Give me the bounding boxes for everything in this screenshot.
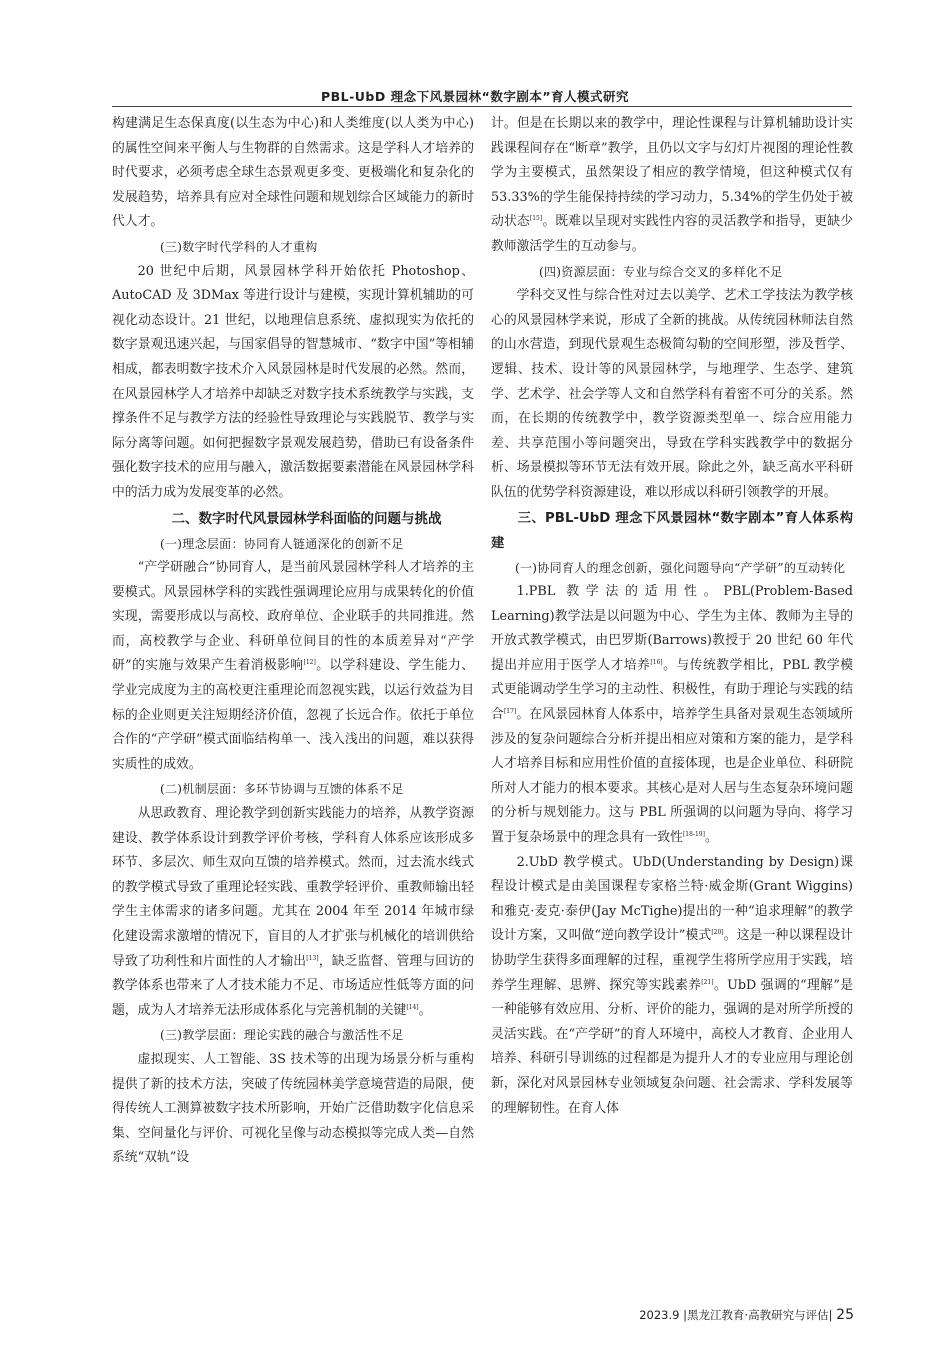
page-footer [560, 1307, 854, 1323]
paragraph: 构建满足生态保真度(以生态为中心)和人类维度(以人类为中心)的属性空间来平衡人与生物群的自然需求。这是学科人才培养的时代要求，必须考虑全球生态景观更多变、更极端化和复杂化的发展趋势，培养具有应对全球性问题和规划综合区域能力的新时代人才。 [112, 116, 474, 230]
right-column [491, 112, 853, 1121]
text: 。既难以呈现对实践性内容的灵活教学和指导，更缺少教师激活学生的互动参与。 [491, 214, 854, 254]
journal-name: |黑龙江教育·高教研究与评估| [683, 1308, 833, 1322]
text: 。在风景园林育人体系中，培养学生具备对景观生态领域所涉及的复杂问题综合分析并提出相应对策和方案的能力，是学科人才培养目标和应用性价值的直接体现，也是企业单位、科研院所对人才能力的根本要求。其核心是对人居与生态复杂环境问题的分析与规划能力。这与 PBL 所强调的以问题为导向、将学习置于复杂场景中的理念具有一致性 [491, 707, 854, 846]
text: 1.PBL 教学法的适用性。PBL(Problem-Based Learning)教学法是以问题为中心、学生为主体、教师为主导的开放式教学模式，由巴罗斯(Barrows)教授于 20 世纪 60 年代提出并应用于医学人才培养 [491, 584, 853, 673]
citation: [21] [701, 978, 714, 986]
text: 。 [704, 830, 718, 846]
paragraph: 20 世纪中后期，风景园林学科开始依托 Photoshop、AutoCAD 及 3DMax 等进行设计与建模，实现计算机辅助的可视化动态设计。21 世纪，以地理信息系统、虚拟现实为依托的数字景观迅速兴起，与国家倡导的智慧城市、“数字中国”等相辅相成，都表明数字技术介入风景园林是时代发展的必然。然而，在风景园林学人才培养中却缺乏对数字技术系统教学与实践，支撑条件不足与教学方法的经验性导致理论与实践脱节、教学与实际分离等问题。如何把握数字景观发展趋势，借助已有设备条件强化数字技术的应用与融入，激活数据要素潜能在风景园林学科中的活力成为发展变革的必然。 [112, 263, 474, 500]
header-rule [112, 106, 852, 107]
subsection-heading: (三)数字时代学科的人才重构 [160, 239, 318, 254]
paragraph [491, 580, 853, 851]
subsection-heading: (一)协同育人的理念创新，强化问题导向“产学研”的互动转化 [515, 560, 846, 575]
subsection-heading: (四)资源层面：专业与综合交叉的多样化不足 [539, 264, 783, 279]
section-heading: 三、PBL-UbD 理念下风景园林“数字剧本”育人体系构建 [491, 510, 853, 551]
citation: [20] [711, 929, 724, 937]
text: 。UbD 强调的“理解”是一种能够有效应用、分析、评价的能力，强调的是对所学所授的灵活实践。在“产学研”的育人环境中，高校人才教育、企业用人培养、科研引导训练的过程都是为提升人才的专业应用与理论创新，深化对风景园林专业领域复杂问题、社会需求、学科发展等的理解韧性。在育人体 [491, 977, 854, 1116]
citation: [18-19] [682, 831, 705, 839]
paragraph: 学科交叉性与综合性对过去以美学、艺术工学技法为教学核心的风景园林学来说，形成了全新的挑战。从传统园林师法自然的山水营造，到现代景观生态极简勾勒的空间形塑，涉及哲学、逻辑、技术、设计等的风景园林学，与地理学、生态学、建筑学、艺术学、社会学等人文和自然学科有着密不可分的关系。然而，在长期的传统教学中，教学资源类型单一、综合应用能力差、共享范围小等问题突出，导致在学科实践教学中的数据分析、场景模拟等环节无法有效开展。除此之外，缺乏高水平科研队伍的优势学科资源建设，难以形成以科研引领教学的开展。 [491, 288, 853, 500]
citation: [16] [650, 658, 663, 666]
left-column [112, 112, 474, 1171]
citation: [17] [503, 708, 517, 716]
subsection-heading: (一)理念层面：协同育人链通深化的创新不足 [160, 536, 404, 551]
text: 从思政教育、理论教学到创新实践能力的培养，从教学资源建设、教学体系设计到教学评价考核，学科育人体系应该形成多环节、多层次、师生双向互馈的培养模式。然而，过去流水线式的教学模式导致了重理论轻实践、重教学轻评价、重教师输出轻学生主体需求的诸多问题。尤其在 2004 年至 2014 年城市绿化建设需求激增的情况下，盲目的人才扩张与机械化的培训供给导致了功利性和片面性的人才输出 [112, 806, 474, 969]
text: 计。但是在长期以来的教学中，理论性课程与计算机辅助设计实践课程间存在“断章”教学，且仍以文字与幻灯片视图的理论性教学为主要模式，虽然架设了相应的教学情境，但这种模式仅有 53.33%的学生能保持持续的学习动力，5.34%的学生仍处于被动状态 [491, 116, 853, 230]
running-header: PBL-UbD 理念下风景园林“数字剧本”育人模式研究 [320, 89, 630, 104]
paragraph: 虚拟现实、人工智能、3S 技术等的出现为场景分析与重构提供了新的技术方法，突破了传统园林美学意境营造的局限，使得传统人工测算被数字技术所影响，开始广泛借助数字化信息采集、空间量化与评价、可视化呈像与动态模拟等完成人类—自然系统“双轨”设 [112, 1051, 474, 1166]
subsection-heading: (二)机制层面：多环节协调与互馈的体系不足 [160, 782, 404, 797]
text: 。与传统教学相比，PBL 教学模式更能调动学生学习的主动性、积极性，有助于理论与实践的结合 [491, 657, 853, 723]
text: 。 [418, 1002, 432, 1018]
paragraph [112, 802, 474, 1023]
text: 。以学科建设、学生能力、学业完成度为主的高校更注重理论而忽视实践，以运行效益为目标的企业则更关注短期经济价值，忽视了长远合作。依托于单位合作的“产学研”模式面临结构单一、浅入浅出的问题，难以获得实质性的成效。 [112, 658, 475, 772]
citation: [15] [529, 215, 543, 223]
subsection-heading: (三)教学层面：理论实践的融合与激活性不足 [160, 1028, 404, 1043]
text: “产学研融合”协同育人，是当前风景园林学科人才培养的主要模式。风景园林学科的实践性强调理论应用与成果转化的价值实现，需要形成以与高校、政府单位、企业联手的共同推进。然而，高校教学与企业、科研单位间目的性的本质差异对“产学研”的实施与效果产生着消极影响 [112, 560, 474, 674]
section-heading: 二、数字时代风景园林学科面临的问题与挑战 [171, 510, 442, 527]
text: ，缺乏监督、管理与回访的教学体系也带来了人才技术能力不足、市场适应性低等方面的问题，成为人才培养无法形成体系化与完善机制的关键 [112, 953, 475, 1018]
paragraph [112, 556, 474, 777]
citation: [12] [303, 659, 316, 667]
text: 。这是一种以课程设计协助学生获得多面理解的过程，重视学生将所学应用于实践，培养学生理解、思辨、探究等实践素养 [491, 928, 854, 993]
page-number: 25 [836, 1307, 854, 1323]
citation: [13] [306, 954, 319, 962]
citation: [14] [406, 1003, 419, 1011]
paragraph [491, 112, 853, 260]
issue-date: 2023.9 [639, 1308, 680, 1322]
paragraph [491, 851, 853, 1122]
text: 2.UbD 教学模式。UbD(Understanding by Design)课程设计模式是由美国课程专家格兰特·威金斯(Grant Wiggins)和雅克·麦克·泰伊(Jay McTighe)提出的一种“追求理解”的教学设计方案，又叫做“逆向教学设计”模式 [491, 854, 853, 944]
